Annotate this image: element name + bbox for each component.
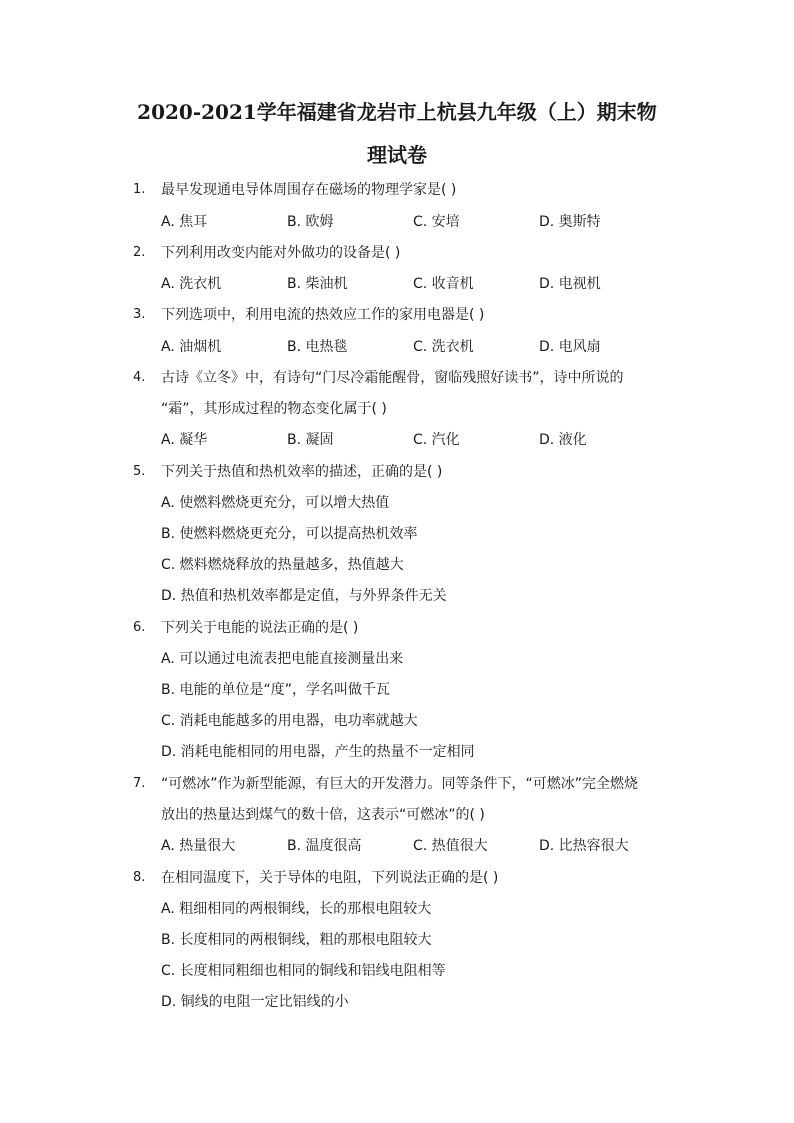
question-number: 3. (133, 307, 146, 322)
paper-title-line-1: 2020-2021学年福建省龙岩市上杭县九年级（上）期末物 (137, 100, 657, 124)
question-stem: 在相同温度下，关于导体的电阻，下列说法正确的是( ) (161, 870, 499, 886)
question-stem: 最早发现通电导体周围存在磁场的物理学家是( ) (161, 182, 457, 198)
question-number: 7. (133, 776, 146, 791)
question-stem-line-2: 放出的热量达到煤气的数十倍，这表示“可燃冰”的( ) (161, 807, 485, 823)
option-b: B. 欧姆 (287, 214, 334, 230)
option-c: C. 消耗电能越多的用电器，电功率就越大 (161, 713, 418, 729)
paper-title-line-2: 理试卷 (367, 143, 427, 167)
question-stem-line-2: “霜”，其形成过程的物态变化属于( ) (161, 401, 387, 417)
question-stem: “可燃冰”作为新型能源，有巨大的开发潜力。同等条件下，“可燃冰”完全燃烧 (161, 776, 639, 792)
option-d: D. 热值和热机效率都是定值，与外界条件无关 (161, 588, 447, 604)
question-stem: 下列利用改变内能对外做功的设备是( ) (161, 245, 401, 261)
option-d: D. 电视机 (539, 276, 601, 292)
option-a: A. 粗细相同的两根铜线，长的那根电阻较大 (161, 901, 432, 917)
option-d: D. 比热容很大 (539, 838, 629, 854)
question-stem: 下列选项中，利用电流的热效应工作的家用电器是( ) (161, 307, 485, 323)
option-a: A. 焦耳 (161, 214, 208, 230)
option-d: D. 液化 (539, 432, 587, 448)
option-d: D. 消耗电能相同的用电器，产生的热量不一定相同 (161, 744, 475, 760)
question-stem: 古诗《立冬》中，有诗句“门尽冷霜能醒骨，窗临残照好读书”，诗中所说的 (161, 370, 624, 386)
option-c: C. 热值很大 (413, 838, 488, 854)
option-b: B. 凝固 (287, 432, 334, 448)
question-number: 2. (133, 245, 146, 260)
option-b: B. 温度很高 (287, 838, 362, 854)
option-b: B. 电热毯 (287, 339, 348, 355)
question-number: 8. (133, 870, 146, 885)
option-b: B. 柴油机 (287, 276, 348, 292)
option-a: A. 凝华 (161, 432, 208, 448)
option-a: A. 洗衣机 (161, 276, 222, 292)
option-b: B. 电能的单位是“度”，学名叫做千瓦 (161, 682, 391, 698)
option-a: A. 使燃料燃烧更充分，可以增大热值 (161, 495, 390, 511)
option-a: A. 油烟机 (161, 339, 222, 355)
question-stem: 下列关于电能的说法正确的是( ) (161, 620, 359, 636)
question-number: 1. (133, 182, 146, 197)
option-d: D. 电风扇 (539, 339, 601, 355)
option-d: D. 铜线的电阻一定比铝线的小 (161, 994, 349, 1010)
option-a: A. 可以通过电流表把电能直接测量出来 (161, 651, 404, 667)
option-b: B. 长度相同的两根铜线，粗的那根电阻较大 (161, 932, 432, 948)
option-c: C. 洗衣机 (413, 339, 474, 355)
question-number: 4. (133, 370, 146, 385)
option-a: A. 热量很大 (161, 838, 236, 854)
option-c: C. 长度相同粗细也相同的铜线和铝线电阻相等 (161, 963, 446, 979)
option-d: D. 奥斯特 (539, 214, 601, 230)
question-number: 6. (133, 620, 146, 635)
option-c: C. 安培 (413, 214, 460, 230)
option-c: C. 收音机 (413, 276, 474, 292)
option-b: B. 使燃料燃烧更充分，可以提高热机效率 (161, 526, 418, 542)
option-c: C. 燃料燃烧释放的热量越多，热值越大 (161, 557, 404, 573)
question-stem: 下列关于热值和热机效率的描述，正确的是( ) (161, 464, 443, 480)
option-c: C. 汽化 (413, 432, 460, 448)
question-number: 5. (133, 464, 146, 479)
